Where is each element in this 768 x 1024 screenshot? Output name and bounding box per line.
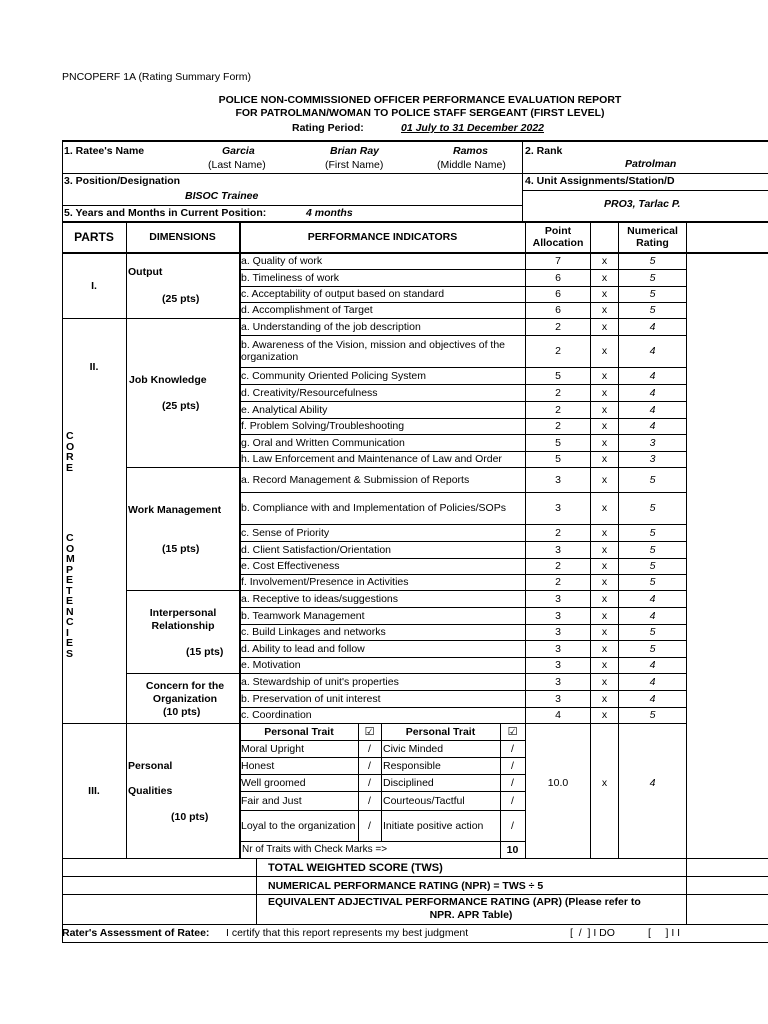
indicator-points: 5: [555, 436, 561, 449]
position-label: 3. Position/Designation: [64, 175, 181, 187]
assessment-text: I certify that this report represents my best judgment: [226, 927, 469, 939]
indicator-rating[interactable]: 5: [649, 709, 656, 721]
vertical-letter: E: [66, 595, 74, 607]
indicator-rating[interactable]: 4: [649, 692, 656, 705]
competencies-vertical-label: [66, 533, 78, 659]
indicator-text: f. Problem Solving/Troubleshooting: [241, 420, 405, 432]
vertical-letter: R: [66, 451, 74, 463]
indicator-multiply: x: [601, 592, 608, 605]
indicator-rating[interactable]: 4: [649, 592, 656, 605]
trait-check-left[interactable]: /: [368, 743, 371, 755]
indicator-text: f. Involvement/Presence in Activities: [241, 576, 409, 588]
indicator-multiply: x: [601, 288, 608, 300]
assessment-option-do[interactable]: [ / ] I DO: [570, 927, 615, 939]
indicator-text: d. Ability to lead and follow: [241, 642, 365, 655]
apr-line2: NPR. APR Table): [429, 909, 513, 921]
ratee-first-name: Brian Ray: [330, 145, 380, 157]
trait-count-label: Nr of Traits with Check Marks =>: [242, 844, 388, 855]
indicator-rating[interactable]: 5: [649, 304, 656, 316]
vertical-letter: C: [66, 532, 74, 544]
indicator-text: d. Client Satisfaction/Orientation: [241, 543, 391, 556]
indicator-multiply: x: [601, 576, 608, 588]
indicator-multiply: x: [601, 502, 608, 514]
indicator-points: 2: [555, 420, 561, 432]
dim-output: Output: [128, 266, 163, 278]
indicator-rating[interactable]: 3: [649, 453, 656, 465]
personal-rating: 4: [649, 777, 656, 789]
indicator-text: a. Stewardship of unit's properties: [241, 675, 399, 688]
indicator-text: b. Compliance with and Implementation of Policies/SOPs: [241, 502, 506, 514]
dim-concern-pts: (10 pts): [163, 706, 201, 718]
years-value: 4 months: [306, 207, 353, 219]
indicator-text: d. Creativity/Resourcefulness: [241, 386, 378, 399]
indicator-text: e. Motivation: [241, 659, 301, 671]
indicator-multiply: x: [601, 403, 608, 416]
indicator-multiply: x: [601, 659, 608, 671]
trait-name-right: Initiate positive action: [383, 820, 484, 832]
trait-name-right: Disciplined: [383, 777, 434, 789]
indicator-points: 3: [555, 592, 561, 605]
personal-points: 10.0: [547, 777, 569, 789]
header-parts: PARTS: [74, 230, 114, 244]
rank-label: 2. Rank: [525, 145, 563, 157]
indicator-rating[interactable]: 5: [649, 271, 656, 284]
indicator-text: c. Acceptability of output based on standard: [241, 288, 445, 300]
indicator-multiply: x: [601, 436, 608, 449]
indicator-multiply: x: [601, 320, 608, 333]
indicator-points: 3: [555, 502, 561, 514]
trait-name-left: Loyal to the organization: [241, 820, 356, 832]
part-1-label: I.: [91, 279, 97, 292]
indicator-rating[interactable]: 3: [649, 436, 656, 449]
indicator-points: 5: [555, 453, 561, 465]
indicator-text: g. Oral and Written Communication: [241, 436, 405, 449]
dim-concern: Concern for the Organization: [145, 680, 225, 705]
indicator-multiply: x: [601, 420, 608, 432]
indicator-rating[interactable]: 5: [649, 288, 656, 300]
indicator-rating[interactable]: 4: [649, 420, 656, 432]
indicator-multiply: x: [601, 386, 608, 399]
header-indicators: PERFORMANCE INDICATORS: [307, 231, 458, 243]
trait-check-right[interactable]: /: [511, 760, 514, 772]
indicator-multiply: x: [601, 642, 608, 655]
dim-qualities: Qualities: [128, 785, 173, 797]
ratee-name-label: 1. Ratee's Name: [64, 145, 145, 157]
dim-work-pts: (15 pts): [162, 543, 200, 555]
indicator-text: a. Receptive to ideas/suggestions: [241, 592, 399, 605]
header-point-allocation: Point Allocation: [532, 225, 584, 249]
indicator-rating[interactable]: 4: [649, 403, 656, 416]
indicator-points: 6: [555, 304, 561, 316]
trait-check-right[interactable]: /: [511, 777, 514, 789]
trait-name-left: Honest: [241, 760, 275, 772]
report-title-line2: FOR PATROLMAN/WOMAN TO POLICE STAFF SERGEANT (FIRST LEVEL): [235, 107, 605, 119]
trait-name-left: Well groomed: [241, 777, 306, 789]
vertical-letter: M: [66, 553, 75, 565]
indicator-text: b. Awareness of the Vision, mission and objectives of the organization: [241, 339, 506, 363]
indicator-text: b. Preservation of unit interest: [241, 692, 381, 705]
vertical-letter: O: [66, 440, 75, 453]
header-numerical-rating: Numerical Rating: [627, 225, 678, 249]
trait-count-value: 10: [506, 844, 519, 856]
vertical-letter: C: [66, 616, 74, 628]
vertical-letter: S: [66, 647, 74, 660]
rating-period-value: 01 July to 31 December 2022: [401, 122, 545, 134]
indicator-rating[interactable]: 5: [649, 576, 656, 588]
indicator-text: e. Cost Effectiveness: [241, 560, 340, 572]
indicator-points: 3: [555, 659, 561, 671]
trait-check-right[interactable]: /: [511, 743, 514, 755]
trait-name-right: Responsible: [383, 760, 441, 772]
indicator-text: c. Community Oriented Policing System: [241, 369, 426, 382]
indicator-rating[interactable]: 5: [649, 526, 656, 539]
indicator-text: d. Accomplishment of Target: [241, 304, 373, 316]
indicator-rating[interactable]: 5: [649, 626, 656, 638]
indicator-text: e. Analytical Ability: [241, 403, 328, 416]
numerical-performance-rating: NUMERICAL PERFORMANCE RATING (NPR) = TWS ÷ 5: [268, 880, 544, 892]
indicator-text: b. Timeliness of work: [241, 271, 340, 284]
indicator-multiply: x: [601, 692, 608, 705]
form-code: PNCOPERF 1A (Rating Summary Form): [62, 71, 252, 83]
trait-check-left[interactable]: /: [368, 795, 371, 807]
dim-output-pts: (25 pts): [162, 293, 200, 305]
vertical-letter: T: [66, 584, 73, 597]
rank-value: Patrolman: [625, 158, 677, 170]
indicator-points: 4: [555, 709, 561, 721]
position-value: BISOC Trainee: [185, 190, 259, 202]
unit-value: PRO3, Tarlac P.: [604, 198, 681, 210]
apr-line1: EQUIVALENT ADJECTIVAL PERFORMANCE RATING (APR) (Please refer to: [268, 896, 641, 908]
indicator-multiply: x: [601, 473, 608, 486]
indicator-text: a. Understanding of the job description: [241, 320, 421, 333]
indicator-points: 2: [555, 386, 561, 399]
vertical-letter: E: [66, 461, 74, 474]
core-vertical-label: [66, 431, 78, 473]
dim-job-pts: (25 pts): [162, 400, 200, 412]
report-title-line1: POLICE NON-COMMISSIONED OFFICER PERFORMANCE EVALUATION REPORT: [218, 94, 622, 106]
indicator-text: c. Sense of Priority: [241, 526, 330, 539]
indicator-points: 5: [555, 369, 561, 382]
indicator-points: 2: [555, 403, 561, 416]
dim-work-mgmt: Work Management: [128, 504, 222, 516]
years-label: 5. Years and Months in Current Position:: [64, 207, 267, 219]
indicator-multiply: x: [601, 255, 608, 267]
vertical-letter: C: [66, 430, 74, 442]
header-dimensions: DIMENSIONS: [149, 231, 216, 243]
first-name-caption: (First Name): [325, 159, 384, 171]
vertical-letter: E: [66, 637, 74, 649]
indicator-points: 3: [555, 642, 561, 655]
unit-label: 4. Unit Assignments/Station/D: [525, 175, 675, 187]
indicator-points: 7: [555, 255, 561, 267]
indicator-multiply: x: [601, 304, 608, 316]
indicator-rating[interactable]: 5: [649, 543, 656, 556]
indicator-text: c. Coordination: [241, 709, 312, 721]
trait-check-right[interactable]: /: [511, 820, 514, 832]
indicator-rating[interactable]: 5: [649, 255, 656, 267]
indicator-text: c. Build Linkages and networks: [241, 626, 386, 638]
indicator-points: 3: [555, 626, 561, 638]
trait-check-right[interactable]: /: [511, 795, 514, 807]
vertical-letter: O: [66, 542, 75, 555]
vertical-letter: N: [66, 605, 74, 618]
indicator-points: 2: [555, 526, 561, 539]
trait-header-left: Personal Trait: [264, 726, 334, 738]
part-3-label: III.: [88, 785, 100, 797]
dim-job-knowledge: Job Knowledge: [129, 374, 207, 386]
indicator-rating[interactable]: 5: [649, 502, 656, 514]
trait-name-left: Moral Upright: [241, 743, 305, 755]
indicator-rating[interactable]: 4: [649, 609, 656, 622]
indicator-points: 3: [555, 473, 561, 486]
indicator-points: 2: [555, 345, 561, 357]
indicator-points: 3: [555, 609, 561, 622]
assessment-option-do-not[interactable]: [ ] I I: [648, 927, 681, 939]
indicator-text: a. Record Management & Submission of Reports: [241, 473, 470, 486]
trait-name-right: Courteous/Tactful: [383, 795, 465, 807]
indicator-multiply: x: [601, 609, 608, 622]
indicator-multiply: x: [601, 526, 608, 539]
indicator-multiply: x: [601, 543, 608, 556]
middle-name-caption: (Middle Name): [437, 159, 506, 171]
indicator-points: 2: [555, 576, 561, 588]
total-weighted-score: TOTAL WEIGHTED SCORE (TWS): [268, 862, 443, 874]
indicator-text: h. Law Enforcement and Maintenance of Law and Order: [241, 453, 502, 465]
indicator-multiply: x: [601, 675, 608, 688]
ratee-last-name: Garcia: [222, 145, 255, 157]
dim-personal-pts: (10 pts): [171, 811, 209, 823]
trait-check-header-right: ☑: [507, 725, 518, 738]
indicator-multiply: x: [601, 626, 608, 638]
vertical-letter: P: [66, 563, 74, 576]
indicator-points: 3: [555, 692, 561, 705]
ratee-middle-name: Ramos: [453, 145, 489, 157]
trait-header-right: Personal Trait: [405, 726, 476, 738]
indicator-rating[interactable]: 4: [649, 659, 656, 671]
indicator-points: 3: [555, 543, 561, 556]
indicator-multiply: x: [601, 709, 608, 721]
indicator-multiply: x: [601, 560, 608, 572]
indicator-text: b. Teamwork Management: [241, 609, 365, 622]
trait-check-header-left: ☑: [364, 725, 375, 738]
dim-inter-pts: (15 pts): [186, 646, 224, 658]
indicator-rating[interactable]: 5: [649, 560, 656, 572]
part-2-label: II.: [89, 361, 99, 373]
indicator-multiply: x: [601, 345, 608, 357]
rating-period-label: Rating Period:: [292, 122, 364, 134]
indicator-points: 6: [555, 288, 561, 300]
indicator-points: 2: [555, 560, 561, 572]
indicator-points: 6: [555, 271, 561, 284]
indicator-rating[interactable]: 4: [649, 675, 656, 688]
indicator-points: 3: [555, 675, 561, 688]
trait-check-left[interactable]: /: [368, 777, 371, 789]
last-name-caption: (Last Name): [208, 159, 266, 171]
vertical-letter: I: [66, 626, 69, 639]
trait-check-left[interactable]: /: [368, 820, 371, 832]
trait-name-left: Fair and Just: [241, 795, 302, 807]
trait-check-left[interactable]: /: [368, 760, 371, 772]
indicator-rating[interactable]: 4: [649, 386, 656, 399]
personal-x: x: [601, 777, 608, 789]
indicator-text: a. Quality of work: [241, 255, 323, 267]
indicator-rating[interactable]: 4: [649, 320, 656, 333]
indicator-rating[interactable]: 4: [649, 369, 656, 382]
indicator-multiply: x: [601, 453, 608, 465]
vertical-letter: E: [66, 574, 74, 586]
trait-name-right: Civic Minded: [383, 743, 444, 755]
indicator-points: 2: [555, 320, 561, 333]
assessment-label: Rater's Assessment of Ratee:: [62, 927, 210, 939]
dim-personal: Personal: [128, 760, 173, 772]
indicator-rating[interactable]: 5: [649, 473, 656, 486]
indicator-multiply: x: [601, 369, 608, 382]
dim-interpersonal: Interpersonal Relationship: [149, 607, 217, 632]
indicator-rating[interactable]: 5: [649, 642, 656, 655]
indicator-multiply: x: [601, 271, 608, 284]
indicator-rating[interactable]: 4: [649, 345, 656, 357]
